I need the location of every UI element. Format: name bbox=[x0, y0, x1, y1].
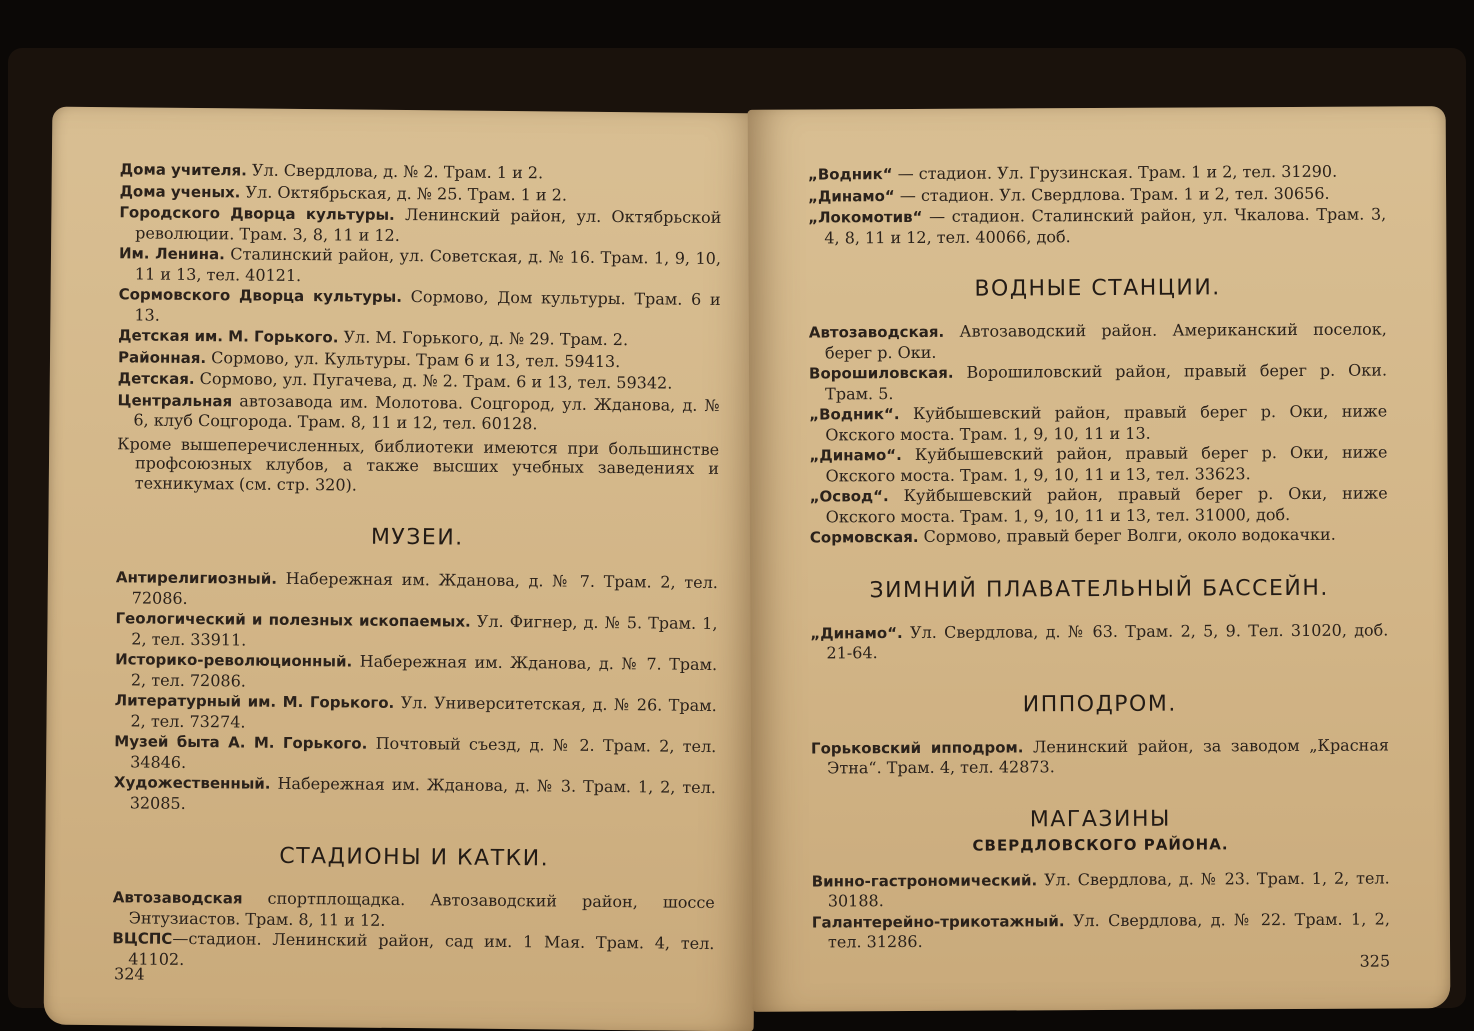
list-item: Ворошиловская. Ворошиловский район, правый берег р. Оки. Трам. 5. bbox=[808, 360, 1388, 403]
list-item: Детская. Сормово, ул. Пугачева, д. № 2. Трам. 6 и 13, тел. 59342. bbox=[117, 369, 673, 393]
water-stations-list bbox=[809, 319, 1388, 548]
list-item: „Динамо“ — стадион. Ул. Свердлова. Трам. 1 и 2, тел. 30656. bbox=[808, 183, 1330, 206]
section-title-shops: МАГАЗИНЫ bbox=[1029, 806, 1171, 832]
list-item: „Динамо“. Ул. Свердлова, д. № 63. Трам. 2, 5, 9. Тел. 31020, доб. 21-64. bbox=[810, 619, 1389, 663]
section-title-museums: МУЗЕИ. bbox=[370, 524, 464, 551]
list-item: Детская им. М. Горького. Ул. М. Горького, д. № 29. Трам. 2. bbox=[118, 326, 629, 350]
museums-list bbox=[114, 567, 718, 818]
list-item: Горьковский ипподром. Ленинский район, за заводом „Красная Этна“. Трам. 4, тел. 42873. bbox=[810, 734, 1390, 778]
list-item: Сормовская. Сормово, правый берег Волги, около водокачки. bbox=[809, 524, 1336, 547]
stadiums-list bbox=[112, 887, 715, 974]
list-item: Автозаводская. Автозаводский район. Американский поселок, берег р. Оки. bbox=[808, 319, 1387, 362]
list-item: Им. Ленина. Сталинский район, ул. Советская, д. № 16. Трам. 1, 9, 10, 11 и 13, тел. 40121. bbox=[118, 244, 722, 285]
list-item: „Динамо“. Куйбышевский район, правый берег р. Оки, ниже Окского моста. Трам. 1, 9, 10, 11 и 13, тел. 33623. bbox=[809, 442, 1388, 485]
section-title-pool: ЗИМНИЙ ПЛАВАТЕЛЬНЫЙ БАССЕЙН. bbox=[869, 575, 1329, 603]
libraries-note: Кроме вышеперечисленных, библиотеки имеются при большинстве профсоюзных клубов, а также высших учебных заведениях и техникумах (см. стр. 320). bbox=[117, 433, 720, 495]
list-item: Художественный. Набережная им. Жданова, д. № 3. Трам. 1, 2, тел. 32085. bbox=[113, 773, 717, 813]
page-number: 324 bbox=[114, 964, 145, 984]
list-item: Винно-гастрономический. Ул. Свердлова, д. № 23. Трам. 1, 2, тел. 30188. bbox=[811, 867, 1390, 911]
section-title-stadiums: СТАДИОНЫ И КАТКИ. bbox=[279, 843, 550, 872]
page-number: 325 bbox=[1359, 951, 1391, 971]
libraries-list bbox=[117, 159, 722, 435]
section-title-water-stations: ВОДНЫЕ СТАНЦИИ. bbox=[974, 275, 1221, 302]
stadiums-list-continued bbox=[808, 161, 1386, 247]
shops-list bbox=[812, 868, 1390, 952]
hippodrome-list bbox=[811, 735, 1389, 778]
list-item: „Освод“. Куйбышевский район, правый берег р. Оки, ниже Окского моста. Трам. 1, 9, 10, 11 и 13, тел. 31000, доб. bbox=[809, 483, 1388, 526]
list-item: Геологический и полезных ископаемых. Ул. Фигнер, д. № 5. Трам. 1, 2, тел. 33911. bbox=[115, 609, 718, 649]
list-item: Литературный им. М. Горького. Ул. Университетская, д. № 26. Трам. 2, тел. 73274. bbox=[114, 691, 717, 731]
list-item: Автозаводская спортплощадка. Автозаводский район, шоссе Энтузиастов. Трам. 8, 11 и 12. bbox=[112, 888, 715, 930]
right-page bbox=[748, 106, 1451, 1012]
pool-list bbox=[810, 620, 1388, 663]
list-item: Центральная автозавода им. Молотова. Соцгород, ул. Жданова, д. № 6, клуб Соцгорода. Трам. 8, 11 и 12, тел. 60128. bbox=[117, 390, 720, 434]
list-item: Сормовского Дворца культуры. Сормово, Дом культуры. Трам. 6 и 13. bbox=[118, 285, 721, 325]
list-item: Дома учителя. Ул. Свердлова, д. № 2. Трам. 1 и 2. bbox=[119, 160, 544, 183]
list-item: Музей быта А. М. Горького. Почтовый съезд, д. № 2. Трам. 2, тел. 34846. bbox=[114, 732, 717, 772]
list-item: „Водник“. Куйбышевский район, правый берег р. Оки, ниже Окского моста. Трам. 1, 9, 10, 11 и 13. bbox=[809, 401, 1388, 444]
list-item: „Водник“ — стадион. Ул. Грузинская. Трам. 1 и 2, тел. 31290. bbox=[807, 161, 1338, 184]
section-subtitle-shops: СВЕРДЛОВСКОГО РАЙОНА. bbox=[972, 834, 1229, 855]
list-item: Историко-революционный. Набережная им. Жданова, д. № 7. Трам. 2, тел. 72086. bbox=[115, 650, 718, 690]
list-item: Районная. Сормово, ул. Культуры. Трам 6 и 13, тел. 59413. bbox=[117, 347, 621, 371]
list-item: Антирелигиозный. Набережная им. Жданова, д. № 7. Трам. 2, тел. 72086. bbox=[115, 568, 718, 608]
section-title-hippodrome: ИППОДРОМ. bbox=[1022, 691, 1177, 717]
list-item: Дома ученых. Ул. Октябрьская, д. № 25. Трам. 1 и 2. bbox=[119, 181, 568, 205]
left-page bbox=[44, 107, 763, 1031]
list-item: Галантерейно-трикотажный. Ул. Свердлова, д. № 22. Трам. 1, 2, тел. 31286. bbox=[811, 908, 1390, 952]
list-item: Городского Дворца культуры. Ленинский район, ул. Октябрьской революции. Трам. 3, 8, 11 и 12. bbox=[119, 203, 722, 245]
list-item: ВЦСПС—стадион. Ленинский район, сад им. 1 Мая. Трам. 4, тел. 41102. bbox=[112, 928, 715, 969]
book-spread bbox=[8, 48, 1466, 1008]
list-item: „Локомотив“ — стадион. Сталинский район, ул. Чкалова. Трам. 3, 4, 8, 11 и 12, тел. 40066, доб. bbox=[808, 204, 1387, 247]
